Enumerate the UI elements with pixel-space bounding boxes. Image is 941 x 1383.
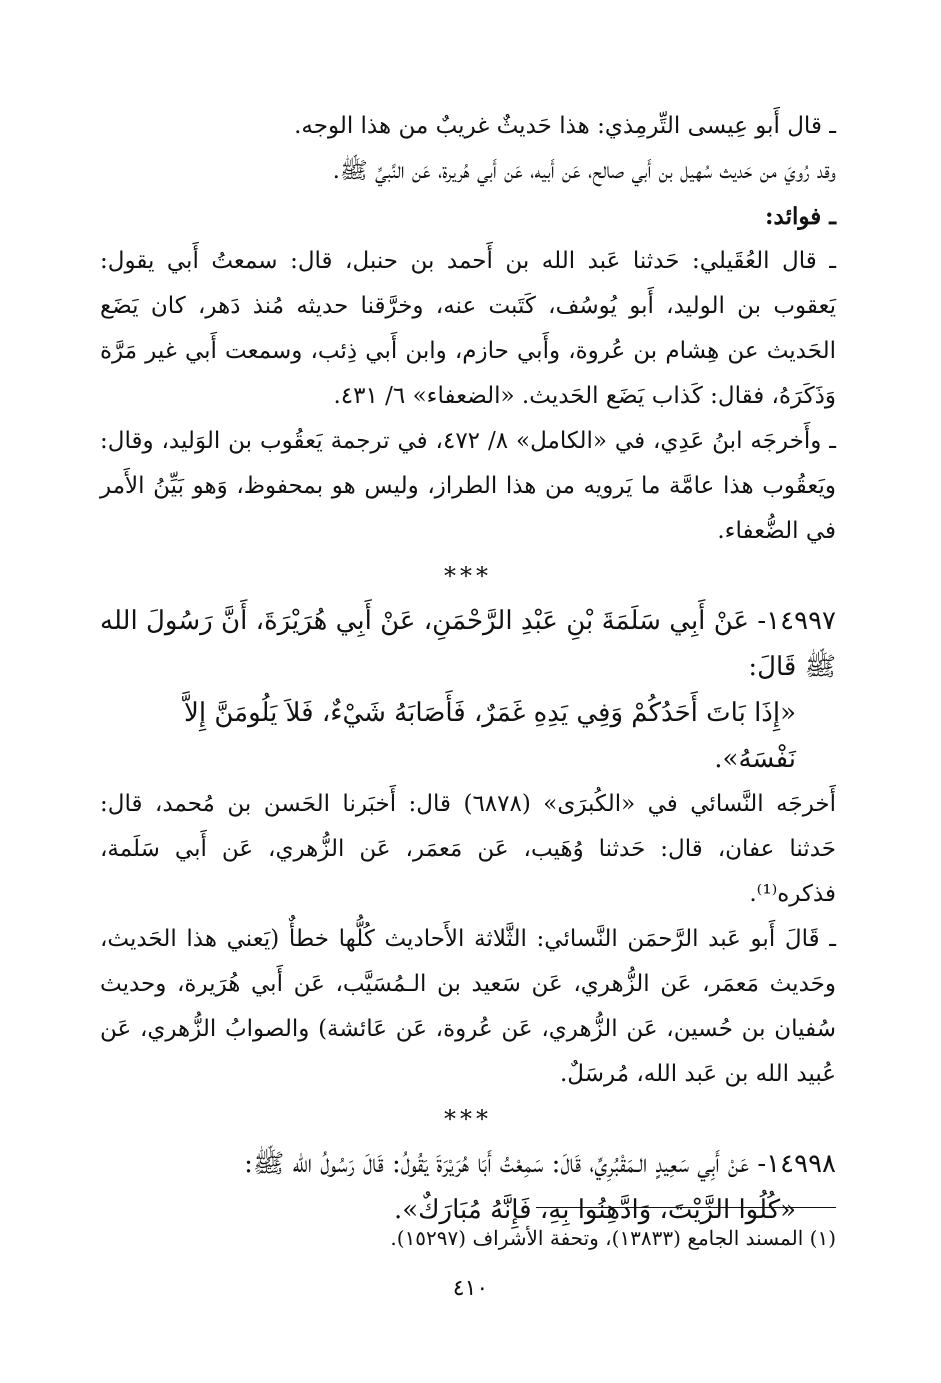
paragraph-uqaili: ـ قال العُقَيلي: حَدثنا عَبد الله بن أَحمد بن حنبل، قال: سمعتُ أَبي يقول: يَعقوب بن الوليد، أَبو يُوسُف، كَتَبت عنه، وخرَّقنا حديثه مُنذ دَهر، كان يَضَع الحَديث عن هِشام بن عُروة، وأَبي حازم، وابن أَبي ذِئب، وسمعت أَبي غير مَرَّة وَذَكَرَهُ، فقال: كَذاب يَضَع الحَديث. «الضعفاء» ٦/ ٤٣١. [100, 248, 836, 409]
separator-stars: *** [444, 562, 492, 590]
hadith-14998-isnad: ١٤٩٩٨- عَنْ أَبِي سَعِيدٍ الـمَقْبُرِيِّ، قَالَ: سَمِعْتُ أَبَا هُرَيْرَةَ يَقُولُ: قَالَ رَسُولُ الله ﷺ: [244, 1149, 836, 1179]
paragraph-nasai-takhrij: أَخرجَه النَّسائي في «الكُبرَى» (٦٨٧٨) قال: أَخبَرنا الحَسن بن مُحمد، قال: حَدثنا عفان، قال: حَدثنا وُهَيب، عَن مَعمَر، عَن الزُّهري، عَن أَبي سَلَمة، فذكره⁽¹⁾. [100, 791, 836, 907]
hadith-14997-matn: «إِذَا بَاتَ أَحَدُكُمْ وَفِي يَدِهِ غَمَرٌ، فَأَصَابَهُ شَيْءٌ، فَلاَ يَلُومَنَّ إِلاَّ نَفْسَهُ». [184, 698, 796, 774]
footnote: (١) المسند الجامع (١٣٨٣٣)، وتحفة الأشراف (١٥٢٩٧). [390, 1226, 836, 1250]
hadith-14998-matn: «كُلُوا الزَّيْتَ، وَادَّهِنُوا بِهِ، فَإِنَّهُ مُبَارَكٌ». [393, 1195, 796, 1225]
paragraph-nasai-comment: ـ قَالَ أَبو عَبد الرَّحمَن النَّسائي: الثَّلاثة الأَحاديث كُلُّها خطأٌ (يَعني هذا الحَديث، وحَديث مَعمَر، عَن الزُّهري، عَن سَعيد بن الـمُسَيَّب، عَن أَبي هُرَيرة، وحديث سُفيان بن حُسين، عَن الزُّهري، عَن عُروة، عَن عَائشة) والصوابُ الزُّهري، عَن عُبيد الله بن عَبد الله، مُرسَلٌ. [100, 926, 836, 1087]
separator-stars: *** [444, 1105, 492, 1133]
hadith-14997-isnad: ١٤٩٩٧- عَنْ أَبِي سَلَمَةَ بْنِ عَبْدِ الرَّحْمَنِ، عَنْ أَبِي هُرَيْرَةَ، أَنَّ رَسُولَ الله ﷺ قَالَ: [100, 606, 836, 682]
paragraph-tirmidhi: ـ قال أَبو عِيسى التِّرمِذي: هذا حَديثٌ غريبٌ من هذا الوجه. [294, 113, 836, 139]
paragraph-ibn-adi: ـ وأَخرجَه ابنُ عَدِي، في «الكامل» ٨/ ٤٧٢، في ترجمة يَعقُوب بن الوَليد، وقال: ويَعقُوب هذا عامَّة ما يَرويه من هذا الطراز، وليس هو بمحفوظ، وَهو بَيِّنُ الأَمر في الضُّعفاء. [100, 428, 837, 544]
page-body [100, 104, 836, 1233]
paragraph-suhail: وقد رُويَ من حَديث سُهيل بن أَبي صالح، عَن أَبيه، عَن أَبي هُريرة، عَن النَّبيِّ ﷺ. [332, 158, 836, 184]
section-heading-fawaid: ـ فوائد: [765, 203, 836, 230]
page-number: ٤١٠ [452, 1276, 489, 1301]
footnote-divider [536, 1207, 836, 1208]
